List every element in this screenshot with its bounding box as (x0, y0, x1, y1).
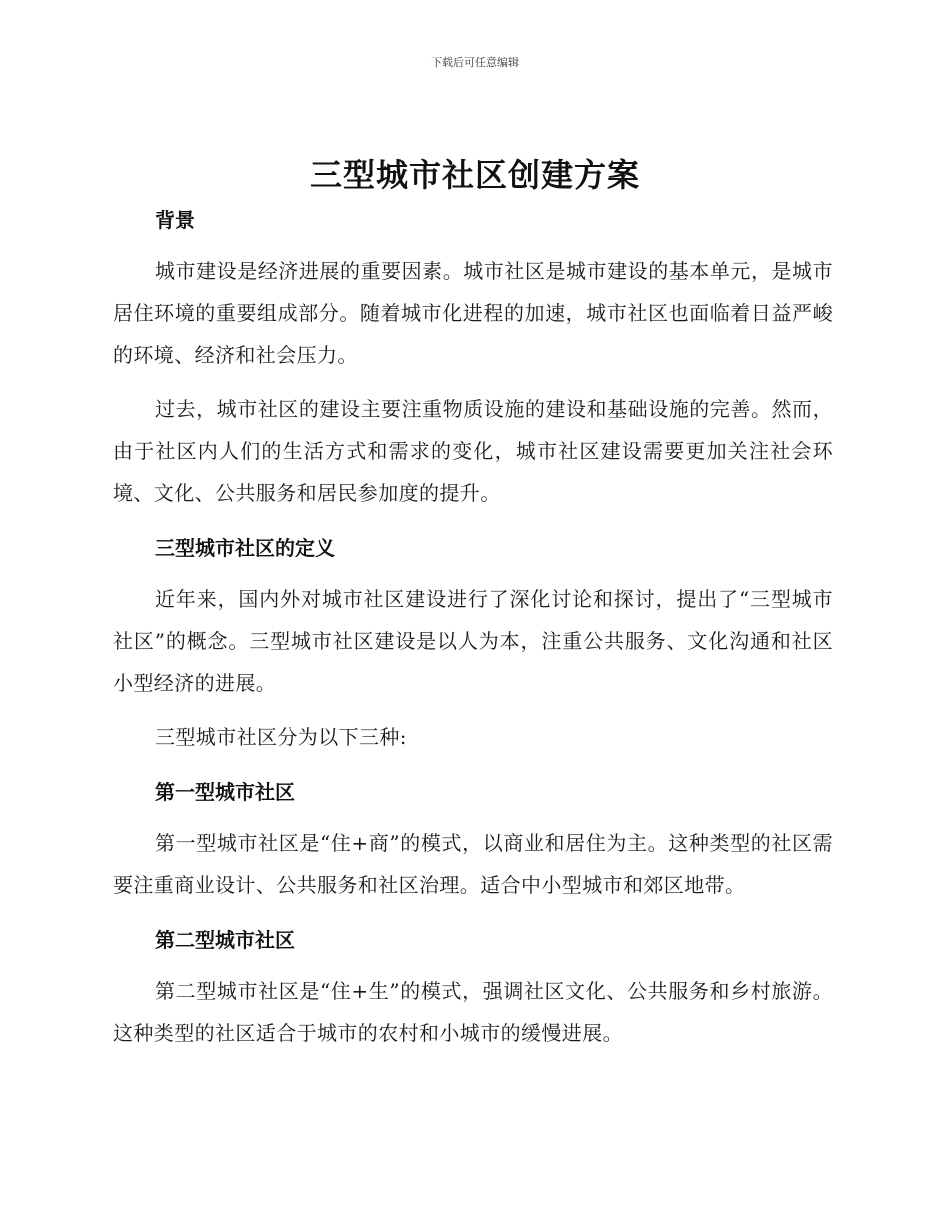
section-heading-background: 背景 (155, 208, 195, 232)
header-note: 下载后可任意编辑 (431, 56, 519, 69)
document-title: 三型城市社区创建方案 (309, 156, 640, 194)
section-heading-type-two: 第二型城市社区 (155, 928, 295, 952)
paragraph: 第二型城市社区是“住+生”的模式，强调社区文化、公共服务和乡村旅游。这种类型的社区适合于城市的农村和小城市的缓慢进展。 (113, 979, 833, 1045)
document-body (113, 200, 833, 1066)
paragraph: 第一型城市社区是“住+商”的模式，以商业和居住为主。这种类型的社区需要注重商业设计、公共服务和社区治理。适合中小型城市和郊区地带。 (113, 831, 833, 897)
paragraph: 城市建设是经济进展的重要因素。城市社区是城市建设的基本单元，是城市居住环境的重要组成部分。随着城市化进程的加速，城市社区也面临着日益严峻的环境、经济和社会压力。 (113, 259, 833, 367)
paragraph: 近年来，国内外对城市社区建设进行了深化讨论和探讨，提出了“三型城市社区”的概念。三型城市社区建设是以人为本，注重公共服务、文化沟通和社区小型经济的进展。 (113, 587, 833, 695)
section-heading-definition: 三型城市社区的定义 (155, 536, 335, 560)
paragraph: 三型城市社区分为以下三种: (155, 725, 407, 749)
section-heading-type-one: 第一型城市社区 (155, 780, 295, 804)
paragraph: 过去，城市社区的建设主要注重物质设施的建设和基础设施的完善。然而，由于社区内人们的生活方式和需求的变化，城市社区建设需要更加关注社会环境、文化、公共服务和居民参加度的提升。 (113, 397, 833, 505)
